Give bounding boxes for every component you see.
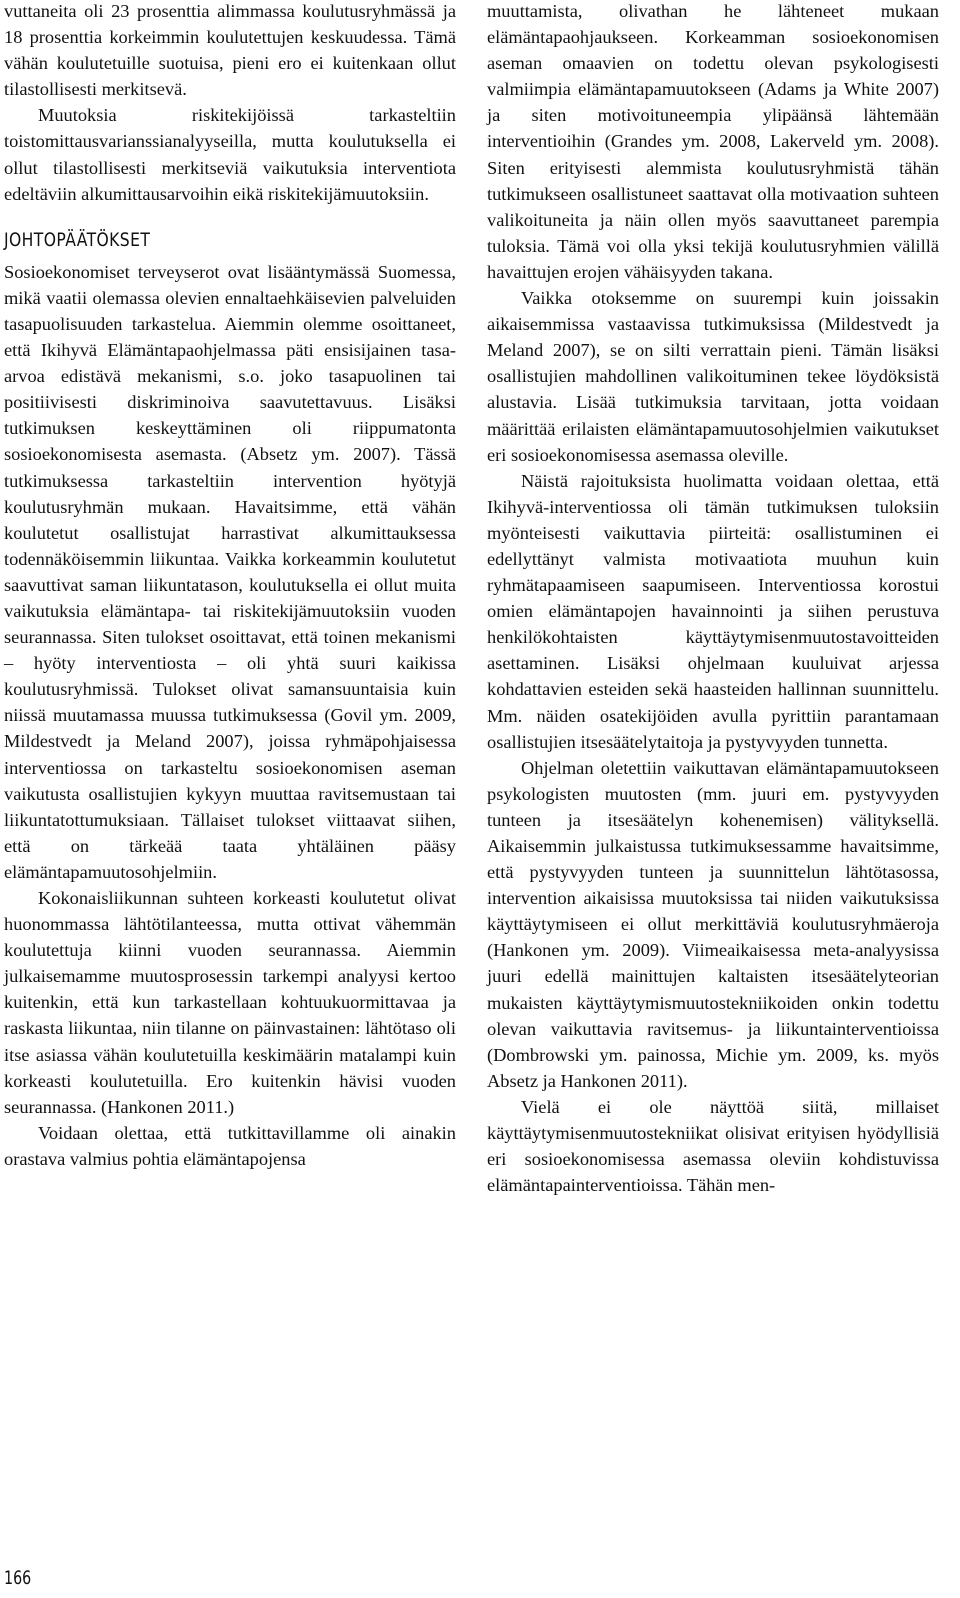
body-paragraph: Voidaan olettaa, että tutkittavillamme oli ainakin orastava valmius pohtia elämäntapojensa: [4, 1122, 456, 1169]
right-column: [487, 0, 939, 1198]
left-column: [4, 0, 456, 1172]
body-paragraph: Muutoksia riskitekijöissä tarkasteltiin toistomittausvarianssianalyyseilla, mutta koulutuksella ei ollut tilastollisesti merkitseviä vaikutuksia interventiota edeltäviin alkumittausarvoihin eikä riskitekijämuutoksiin.: [4, 105, 456, 204]
body-paragraph: Kokonaisliikunnan suhteen korkeasti koulutetut olivat huonommassa lähtötilanteessa, mutta ottivat vähemmän koulutettuja kiinni vuoden seurannassa. Aiemmin julkaisemamme muutosprosessin tarkempi analyysi kertoo kuitenkin, että kun tarkastellaan kohtuukuormittavaa ja raskasta liikuntaa, niin tilanne on päinvastainen: lähtötaso oli itse asiassa vähän koulutetuilla keskimäärin matalampi kuin korkeasti koulutetuilla. Ero kuitenkin hävisi vuoden seurannassa. (Hankonen 2011.): [4, 888, 456, 1117]
body-paragraph: Sosioekonomiset terveyserot ovat lisääntymässä Suomessa, mikä vaatii olemassa olevien ennaltaehkäisevien palveluiden tasapuolisuuden tarkastelua. Aiemmin olemme osoittaneet, että Ikihyvä Elämäntapaohjelmassa päti ensisijainen tasa-arvoa edistävä mekanismi, s.o. joko tasapuolinen tai positiivisesti diskriminoiva saavutettavuus. Lisäksi tutkimuksen keskeyttäminen oli riippumatonta sosioekonomisesta asemasta. (Absetz ym. 2007). Tässä tutkimuksessa tarkasteltiin intervention hyötyjä koulutusryhmän mukaan. Havaitsimme, että vähän koulutetut osallistujat harrastivat alkumittauksessa todennäköisemmin liikuntaa. Vaikka korkeammin koulutetut saavuttivat saman liikuntatason, koulutuksella ei ollut muita vaikutuksia elämäntapa- tai riskitekijämuutoksiin vuoden seurannassa. Siten tulokset osoittavat, että toinen mekanismi – hyöty interventiosta – oli yhtä suuri kaikissa koulutusryhmissä. Tulokset olivat samansuuntaisia kuin niissä muutamassa muussa tutkimuksessa (Govil ym. 2009, Mildestvedt ja Meland 2007), joissa ryhmäpohjaisessa interventiossa on tarkasteltu sosioekonomisen aseman vaikutusta osallistujien kykyyn muuttaa ravitsemustaan tai liikuntatottumuksiaan. Tällaiset tulokset viittaavat siihen, että on tärkeää taata yhtäläinen pääsy elämäntapamuutosohjelmiin.: [4, 261, 456, 882]
body-paragraph: muuttamista, olivathan he lähteneet mukaan elämäntapaohjaukseen. Korkeamman sosioekonomisen aseman omaavien on todettu olevan psykologisesti valmiimpia elämäntapamuutokseen (Adams ja White 2007) ja siten motivoituneempia ylipäänsä lähtemään interventioihin (Grandes ym. 2008, Lakerveld ym. 2008). Siten erityisesti alemmista koulutusryhmistä tähän tutkimukseen osallistuneet saattavat olla motivaation suhteen valikoituneita ja näin ollen myös saavuttaneet parempia tuloksia. Tämä voi olla yksi tekijä koulutusryhmien välillä havaittujen erojen vähäisyyden takana.: [487, 1, 939, 282]
section-heading-conclusions: JOHTOPÄÄTÖKSET: [4, 228, 151, 251]
body-paragraph: Ohjelman oletettiin vaikuttavan elämäntapamuutokseen psykologisten muutosten (mm. juuri em. pystyvyyden tunteen ja itsesäätelyn kohenemisen) välityksellä. Aikaisemmin julkaistussa tutkimuksessamme havaitsimme, että pystyvyyden tunteen ja suunnittelun lähtötasossa, intervention aikaisissa muutoksissa tai niiden vaikutuksissa käyttäytymiseen ei ollut merkittäviä koulutusryhmäeroja (Hankonen ym. 2009). Viimeaikaisessa meta-analyysissa juuri edellä mainittujen kaltaisten itsesäätelyteorian mukaisten käyttäytymismuutostekniikoiden onkin todettu olevan vaikuttavia ravitsemus- ja liikuntainterventioissa (Dombrowski ym. painossa, Michie ym. 2009, ks. myös Absetz ja Hankonen 2011).: [487, 757, 939, 1091]
body-paragraph: vuttaneita oli 23 prosenttia alimmassa koulutusryhmässä ja 18 prosenttia korkeimmin koulutettujen keskuudessa. Tämä vähän koulutetuille suotuisa, pieni ero ei kuitenkaan ollut tilastollisesti merkitsevä.: [4, 1, 456, 100]
body-paragraph: Näistä rajoituksista huolimatta voidaan olettaa, että Ikihyvä-interventiossa oli tämän tutkimuksen tuloksiin myönteisesti vaikuttavia piirteitä: osallistuminen ei edellyttänyt valmista motivaatiota muuhun kuin ryhmätapaamiseen saapumiseen. Interventiossa korostui omien elämäntapojen havainnointi ja siihen perustuva henkilökohtaisten käyttäytymisenmuutostavoitteiden asettaminen. Lisäksi ohjelmaan kuuluivat arjessa kohdattavien esteiden sekä haasteiden hallinnan suunnittelu. Mm. näiden osatekijöiden avulla pyrittiin parantamaan osallistujien itsesäätelytaitoja ja pystyvyyden tunnetta.: [487, 470, 939, 752]
body-paragraph: Vaikka otoksemme on suurempi kuin joissakin aikaisemmissa vastaavissa tutkimuksissa (Mildestvedt ja Meland 2007), se on silti verrattain pieni. Tämän lisäksi osallistujien mahdollinen valikoituminen tekee löydöksistä alustavia. Lisää tutkimuksia tarvitaan, jotta voidaan määrittää erilaisten elämäntapamuutosohjelmien vaikutukset eri sosioekonomisessa asemassa oleville.: [487, 288, 939, 465]
page-number: 166: [4, 1567, 32, 1589]
body-paragraph: Vielä ei ole näyttöä siitä, millaiset käyttäytymisenmuutostekniikat olisivat erityisen hyödyllisiä eri sosioekonomisessa asemassa oleviin kohdistuvissa elämäntapainterventioissa. Tähän men-: [487, 1096, 939, 1196]
